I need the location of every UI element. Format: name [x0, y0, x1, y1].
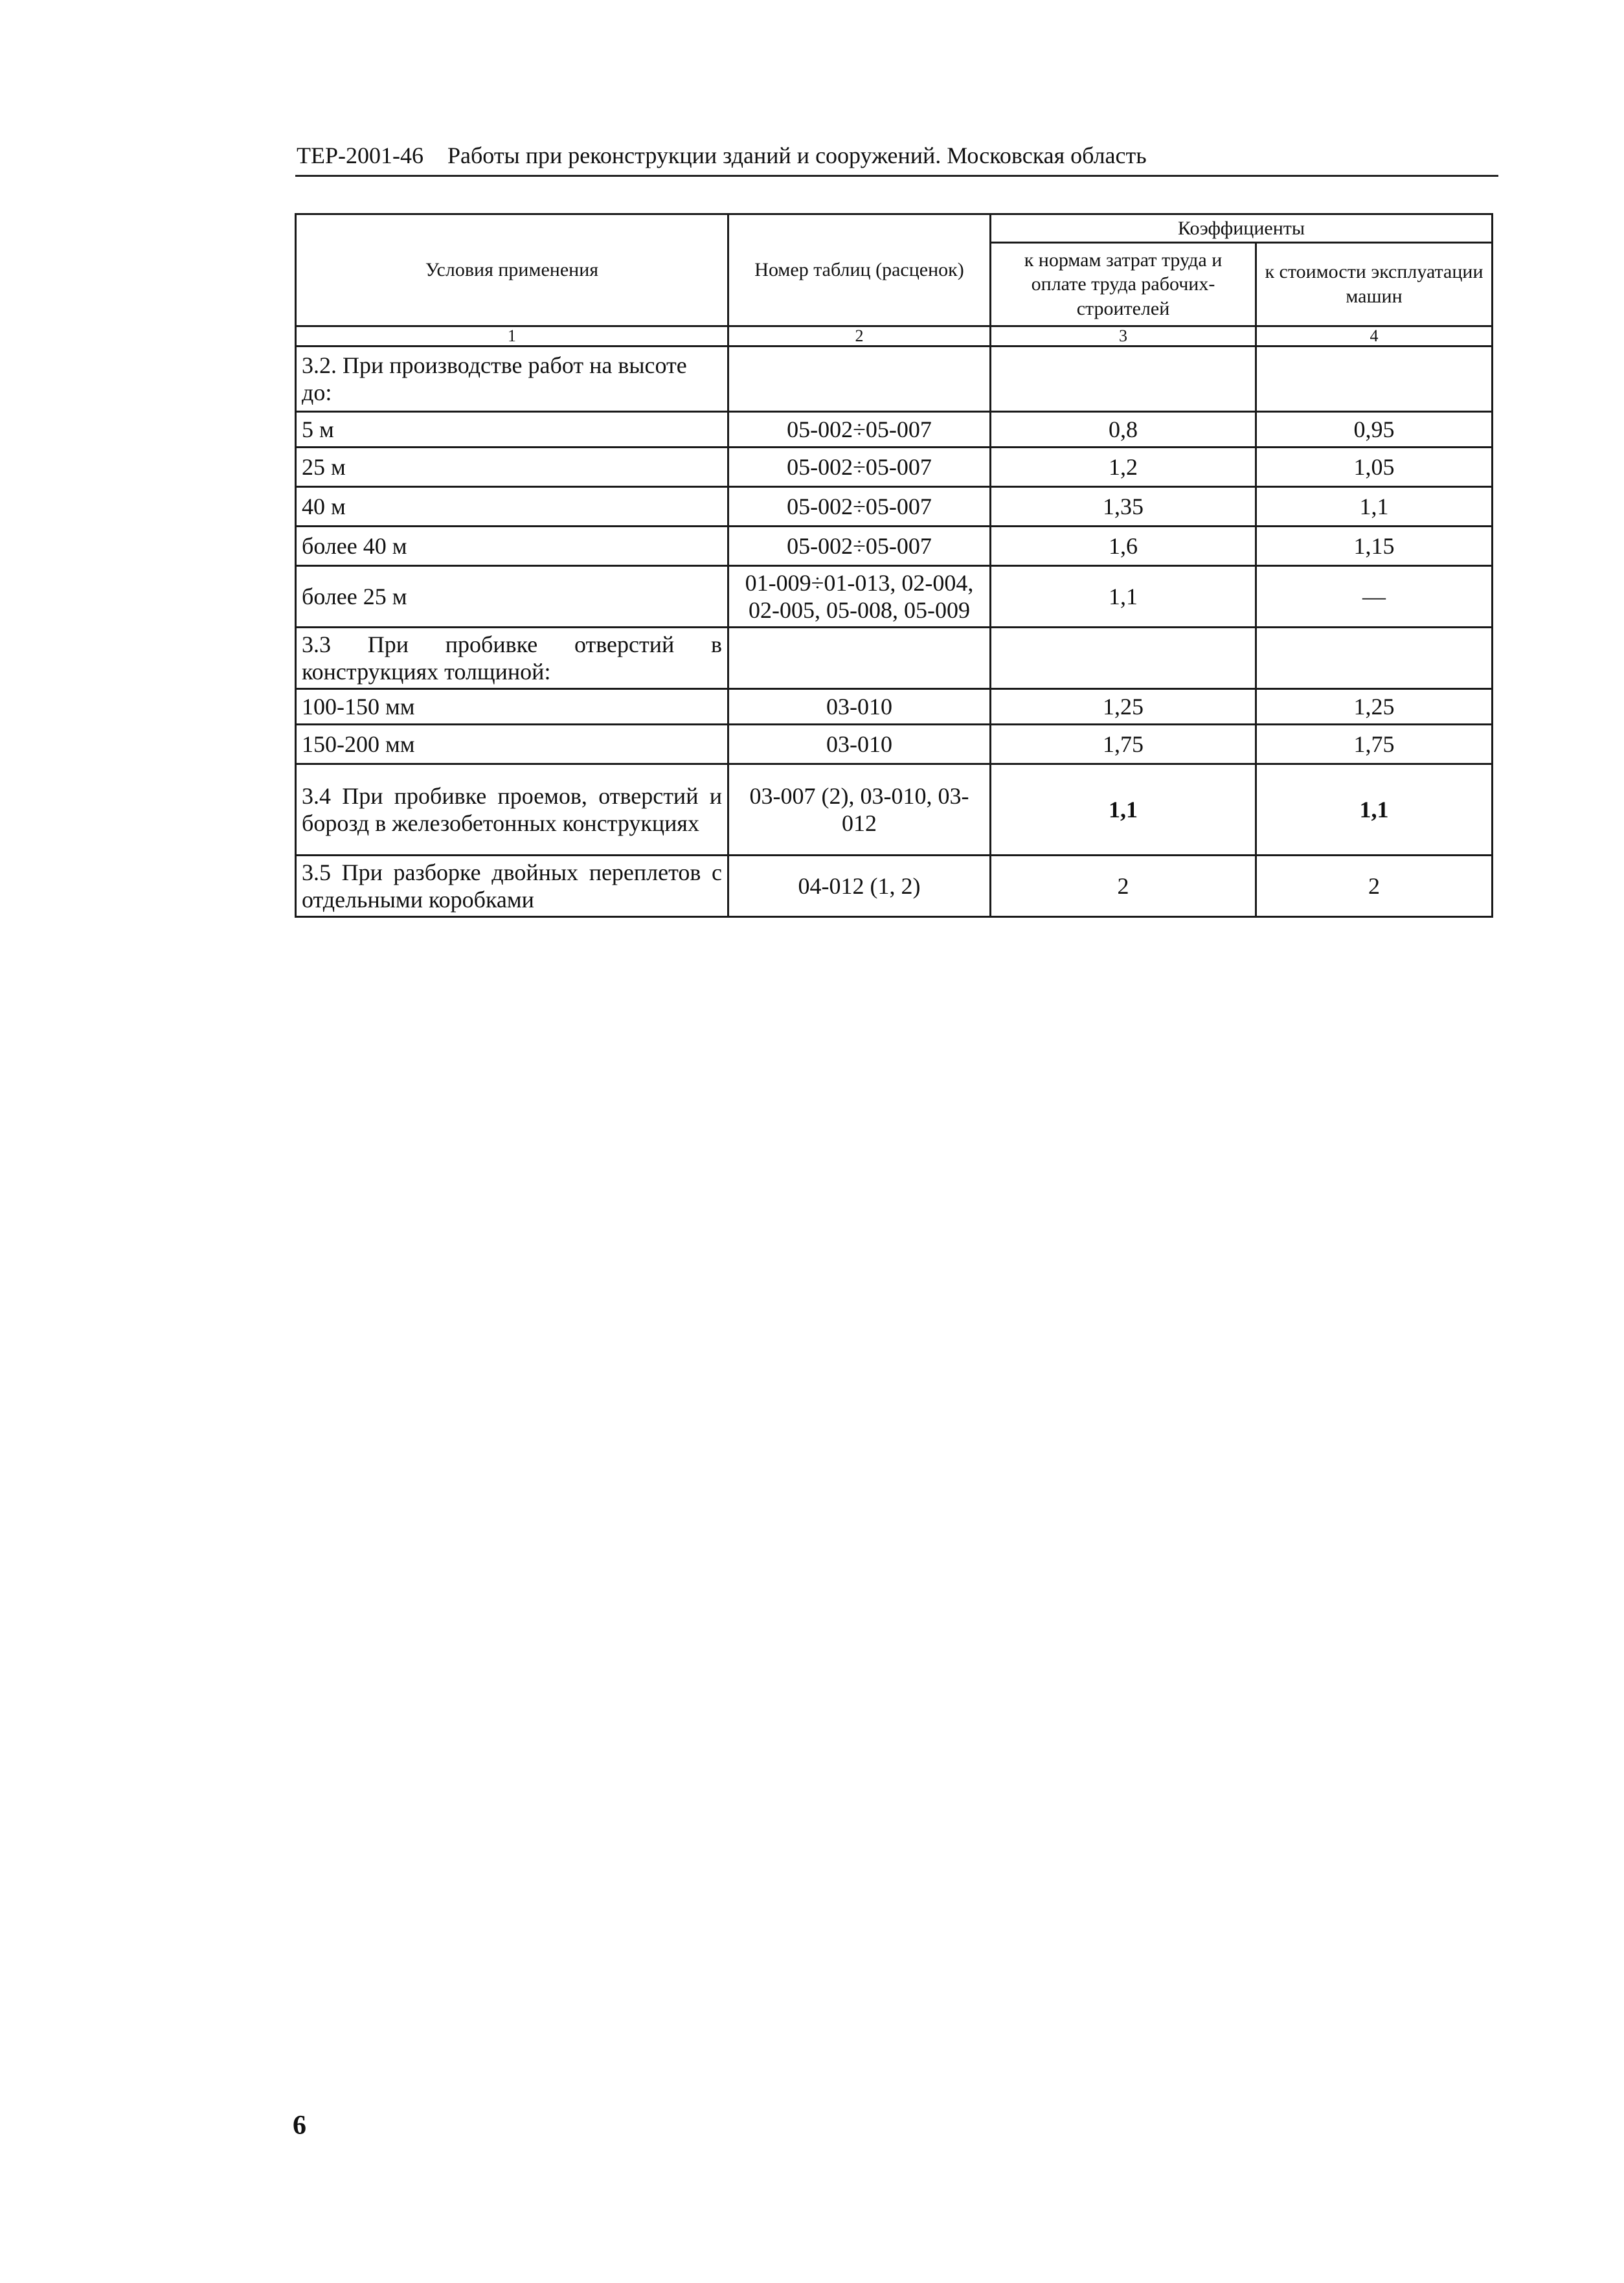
- labor-coef-cell: 0,8: [991, 412, 1256, 448]
- document-title: Работы при реконструкции зданий и сооружений. Московская область: [447, 142, 1147, 168]
- labor-coef-cell: 1,1: [991, 566, 1256, 628]
- empty-cell: [1256, 346, 1493, 412]
- condition-cell: более 40 м: [296, 527, 728, 566]
- condition-cell: 100-150 мм: [296, 689, 728, 725]
- table-row: [296, 856, 1493, 917]
- col-header-coefficients: Коэффициенты: [991, 214, 1493, 243]
- header-row: [296, 214, 1493, 243]
- table-row: [296, 764, 1493, 856]
- labor-coef-cell: 1,2: [991, 448, 1256, 487]
- col-number-1: 1: [296, 326, 728, 346]
- condition-cell: 25 м: [296, 448, 728, 487]
- table-row: [296, 566, 1493, 628]
- header-rule: [295, 175, 1498, 177]
- condition-cell: 150-200 мм: [296, 725, 728, 764]
- col-header-labor: к нормам затрат труда и оплате труда рабочих-строителей: [991, 242, 1256, 326]
- group-label-thickness: 3.3 При пробивке отверстий в конструкциях толщиной:: [296, 628, 728, 689]
- column-number-row: [296, 326, 1493, 346]
- group-label-heights: 3.2. При производстве работ на высоте до:: [296, 346, 728, 412]
- table-row: [296, 725, 1493, 764]
- machine-coef-cell: 1,75: [1256, 725, 1493, 764]
- labor-coef-cell: 1,25: [991, 689, 1256, 725]
- empty-cell: [728, 628, 991, 689]
- machine-coef-cell: 0,95: [1256, 412, 1493, 448]
- page-number: 6: [293, 2111, 306, 2141]
- condition-cell: 3.4 При пробивке проемов, отверстий и борозд в железобетонных конструкциях: [296, 764, 728, 856]
- machine-coef-cell: 2: [1256, 856, 1493, 917]
- col-header-machines: к стоимости эксплуатации машин: [1256, 242, 1493, 326]
- machine-coef-cell: 1,05: [1256, 448, 1493, 487]
- labor-coef-cell: 2: [991, 856, 1256, 917]
- tables-cell: 03-010: [728, 689, 991, 725]
- tables-cell: 05-002÷05-007: [728, 448, 991, 487]
- empty-cell: [991, 628, 1256, 689]
- running-header: [297, 144, 1496, 167]
- group-row-thickness: [296, 628, 1493, 689]
- tables-cell: 05-002÷05-007: [728, 487, 991, 527]
- machine-coef-cell: 1,1: [1256, 764, 1493, 856]
- machine-coef-cell: —: [1256, 566, 1493, 628]
- labor-coef-cell: 1,75: [991, 725, 1256, 764]
- condition-cell: 40 м: [296, 487, 728, 527]
- empty-cell: [1256, 628, 1493, 689]
- table-row: [296, 487, 1493, 527]
- table-row: [296, 527, 1493, 566]
- machine-coef-cell: 1,15: [1256, 527, 1493, 566]
- labor-coef-cell: 1,6: [991, 527, 1256, 566]
- col-header-tables: Номер таблиц (расценок): [728, 214, 991, 326]
- labor-coef-cell: 1,1: [991, 764, 1256, 856]
- document-code: ТЕР-2001-46: [297, 142, 423, 168]
- tables-cell: 03-010: [728, 725, 991, 764]
- condition-cell: более 25 м: [296, 566, 728, 628]
- tables-cell: 05-002÷05-007: [728, 527, 991, 566]
- tables-cell: 03-007 (2), 03-010, 03-012: [728, 764, 991, 856]
- tables-cell: 01-009÷01-013, 02-004, 02-005, 05-008, 05-009: [728, 566, 991, 628]
- col-number-3: 3: [991, 326, 1256, 346]
- labor-coef-cell: 1,35: [991, 487, 1256, 527]
- table-row: [296, 448, 1493, 487]
- col-number-4: 4: [1256, 326, 1493, 346]
- machine-coef-cell: 1,1: [1256, 487, 1493, 527]
- tables-cell: 04-012 (1, 2): [728, 856, 991, 917]
- coefficients-table: [295, 213, 1493, 918]
- condition-cell: 5 м: [296, 412, 728, 448]
- empty-cell: [728, 346, 991, 412]
- col-number-2: 2: [728, 326, 991, 346]
- table-row: [296, 412, 1493, 448]
- table-row: [296, 689, 1493, 725]
- empty-cell: [991, 346, 1256, 412]
- tables-cell: 05-002÷05-007: [728, 412, 991, 448]
- condition-cell: 3.5 При разборке двойных переплетов с отдельными коробками: [296, 856, 728, 917]
- group-row-heights: [296, 346, 1493, 412]
- col-header-conditions: Условия применения: [296, 214, 728, 326]
- machine-coef-cell: 1,25: [1256, 689, 1493, 725]
